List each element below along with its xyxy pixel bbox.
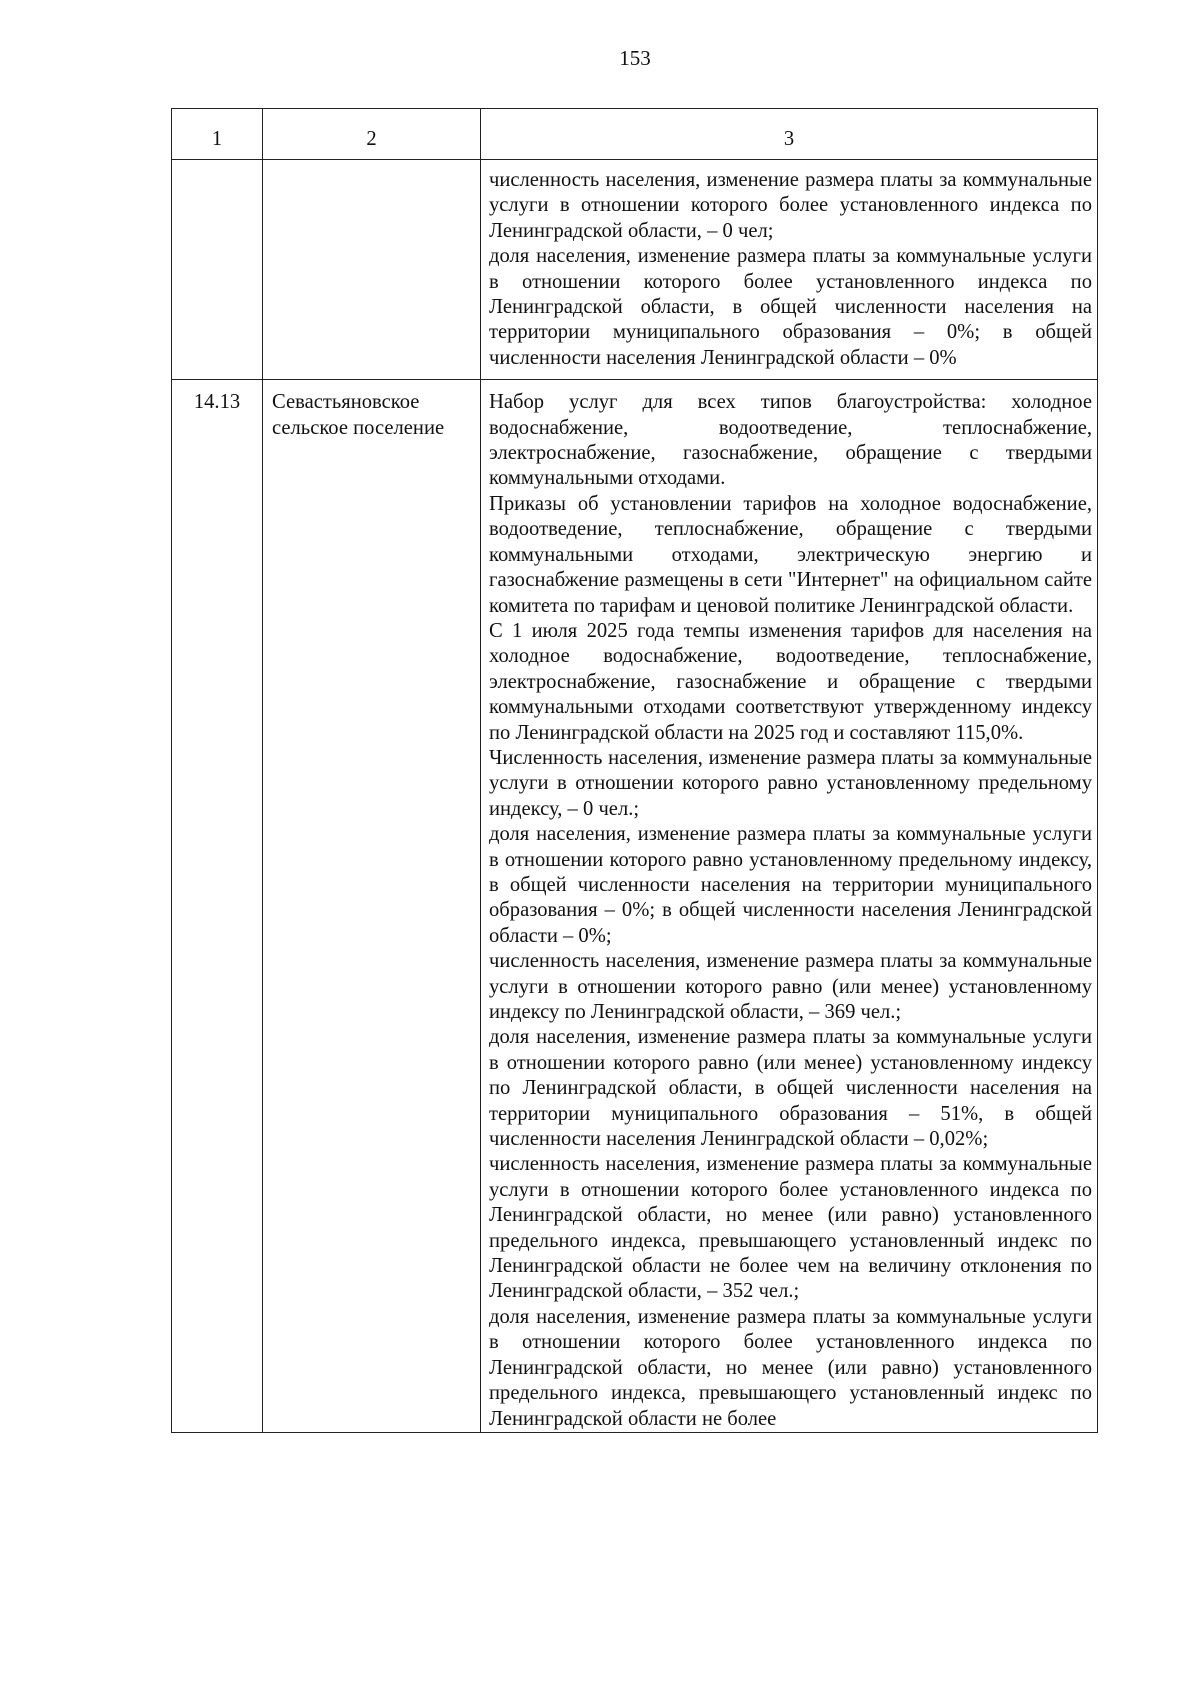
paragraph: С 1 июля 2025 года темпы изменения тарифов для населения на холодное водоснабжение, водоотведение, теплоснабжение, электроснабжение, газоснабжение и обращение с твердыми коммунальными отходами соответствуют утвержденному индексу по Ленинградской области на 2025 год и составляют 115,0%. (489, 619, 1092, 744)
table-header-row (172, 109, 1098, 160)
header-cell-3: 3 (481, 109, 1098, 160)
table-row (172, 380, 1098, 1433)
paragraph: численность населения, изменение размера платы за коммунальные услуги в отношении которого более установленного индекса по Ленинградской области, но менее (или равно) установленного предельного индекса, превышающего установленный индекс по Ленинградской области не более чем на величину отклонения по Ленинградской области, – 352 чел.; (489, 1153, 1092, 1303)
paragraph: численность населения, изменение размера платы за коммунальные услуги в отношении которого равно (или менее) установленному индексу по Ленинградской области, – 369 чел.; (489, 950, 1092, 1023)
header-cell-1: 1 (172, 109, 263, 160)
paragraph: доля населения, изменение размера платы за коммунальные услуги в отношении которого равно установленному предельному индексу, в общей численности населения на территории муниципального образования – 0%; в общей численности населения Ленинградской области – 0%; (489, 823, 1092, 947)
page-number: 153 (619, 46, 651, 70)
row-name-cell: Севастьяновское сельское поселение (263, 380, 481, 1433)
document-table (171, 108, 1098, 1433)
row-number-cell (172, 160, 263, 380)
paragraph: численность населения, изменение размера платы за коммунальные услуги в отношении которого более установленного индекса по Ленинградской области, – 0 чел; (489, 169, 1092, 242)
header-cell-2: 2 (263, 109, 481, 160)
paragraph: Приказы об установлении тарифов на холодное водоснабжение, водоотведение, теплоснабжение, обращение с твердыми коммунальными отходами, электрическую энергию и газоснабжение размещены в сети "Интернет" на официальном сайте комитета по тарифам и ценовой политике Ленинградской области. (489, 492, 1092, 617)
row-name-cell (263, 160, 481, 380)
table-row (172, 160, 1098, 380)
row-text-cell (481, 160, 1098, 380)
row-number-cell: 14.13 (172, 380, 263, 1433)
paragraph: доля населения, изменение размера платы за коммунальные услуги в отношении которого более установленного индекса по Ленинградской области, но менее (или равно) установленного предельного индекса, превышающего установленный индекс по Ленинградской области не более (489, 1305, 1092, 1430)
paragraph: Набор услуг для всех типов благоустройства: холодное водоснабжение, водоотведение, теплоснабжение, электроснабжение, газоснабжение, обращение с твердыми коммунальными отходами. (489, 391, 1092, 490)
paragraph: доля населения, изменение размера платы за коммунальные услуги в отношении которого более установленного индекса по Ленинградской области, в общей численности населения на территории муниципального образования – 0%; в общей численности населения Ленинградской области – 0% (489, 245, 1092, 369)
row-text-cell (481, 380, 1098, 1433)
paragraph: доля населения, изменение размера платы за коммунальные услуги в отношении которого равно (или менее) установленному индексу по Ленинградской области, в общей численности населения на территории муниципального образования – 51%, в общей численности населения Ленинградской области – 0,02%; (489, 1026, 1092, 1151)
paragraph: Численность населения, изменение размера платы за коммунальные услуги в отношении которого равно установленному предельному индексу, – 0 чел.; (489, 746, 1092, 820)
